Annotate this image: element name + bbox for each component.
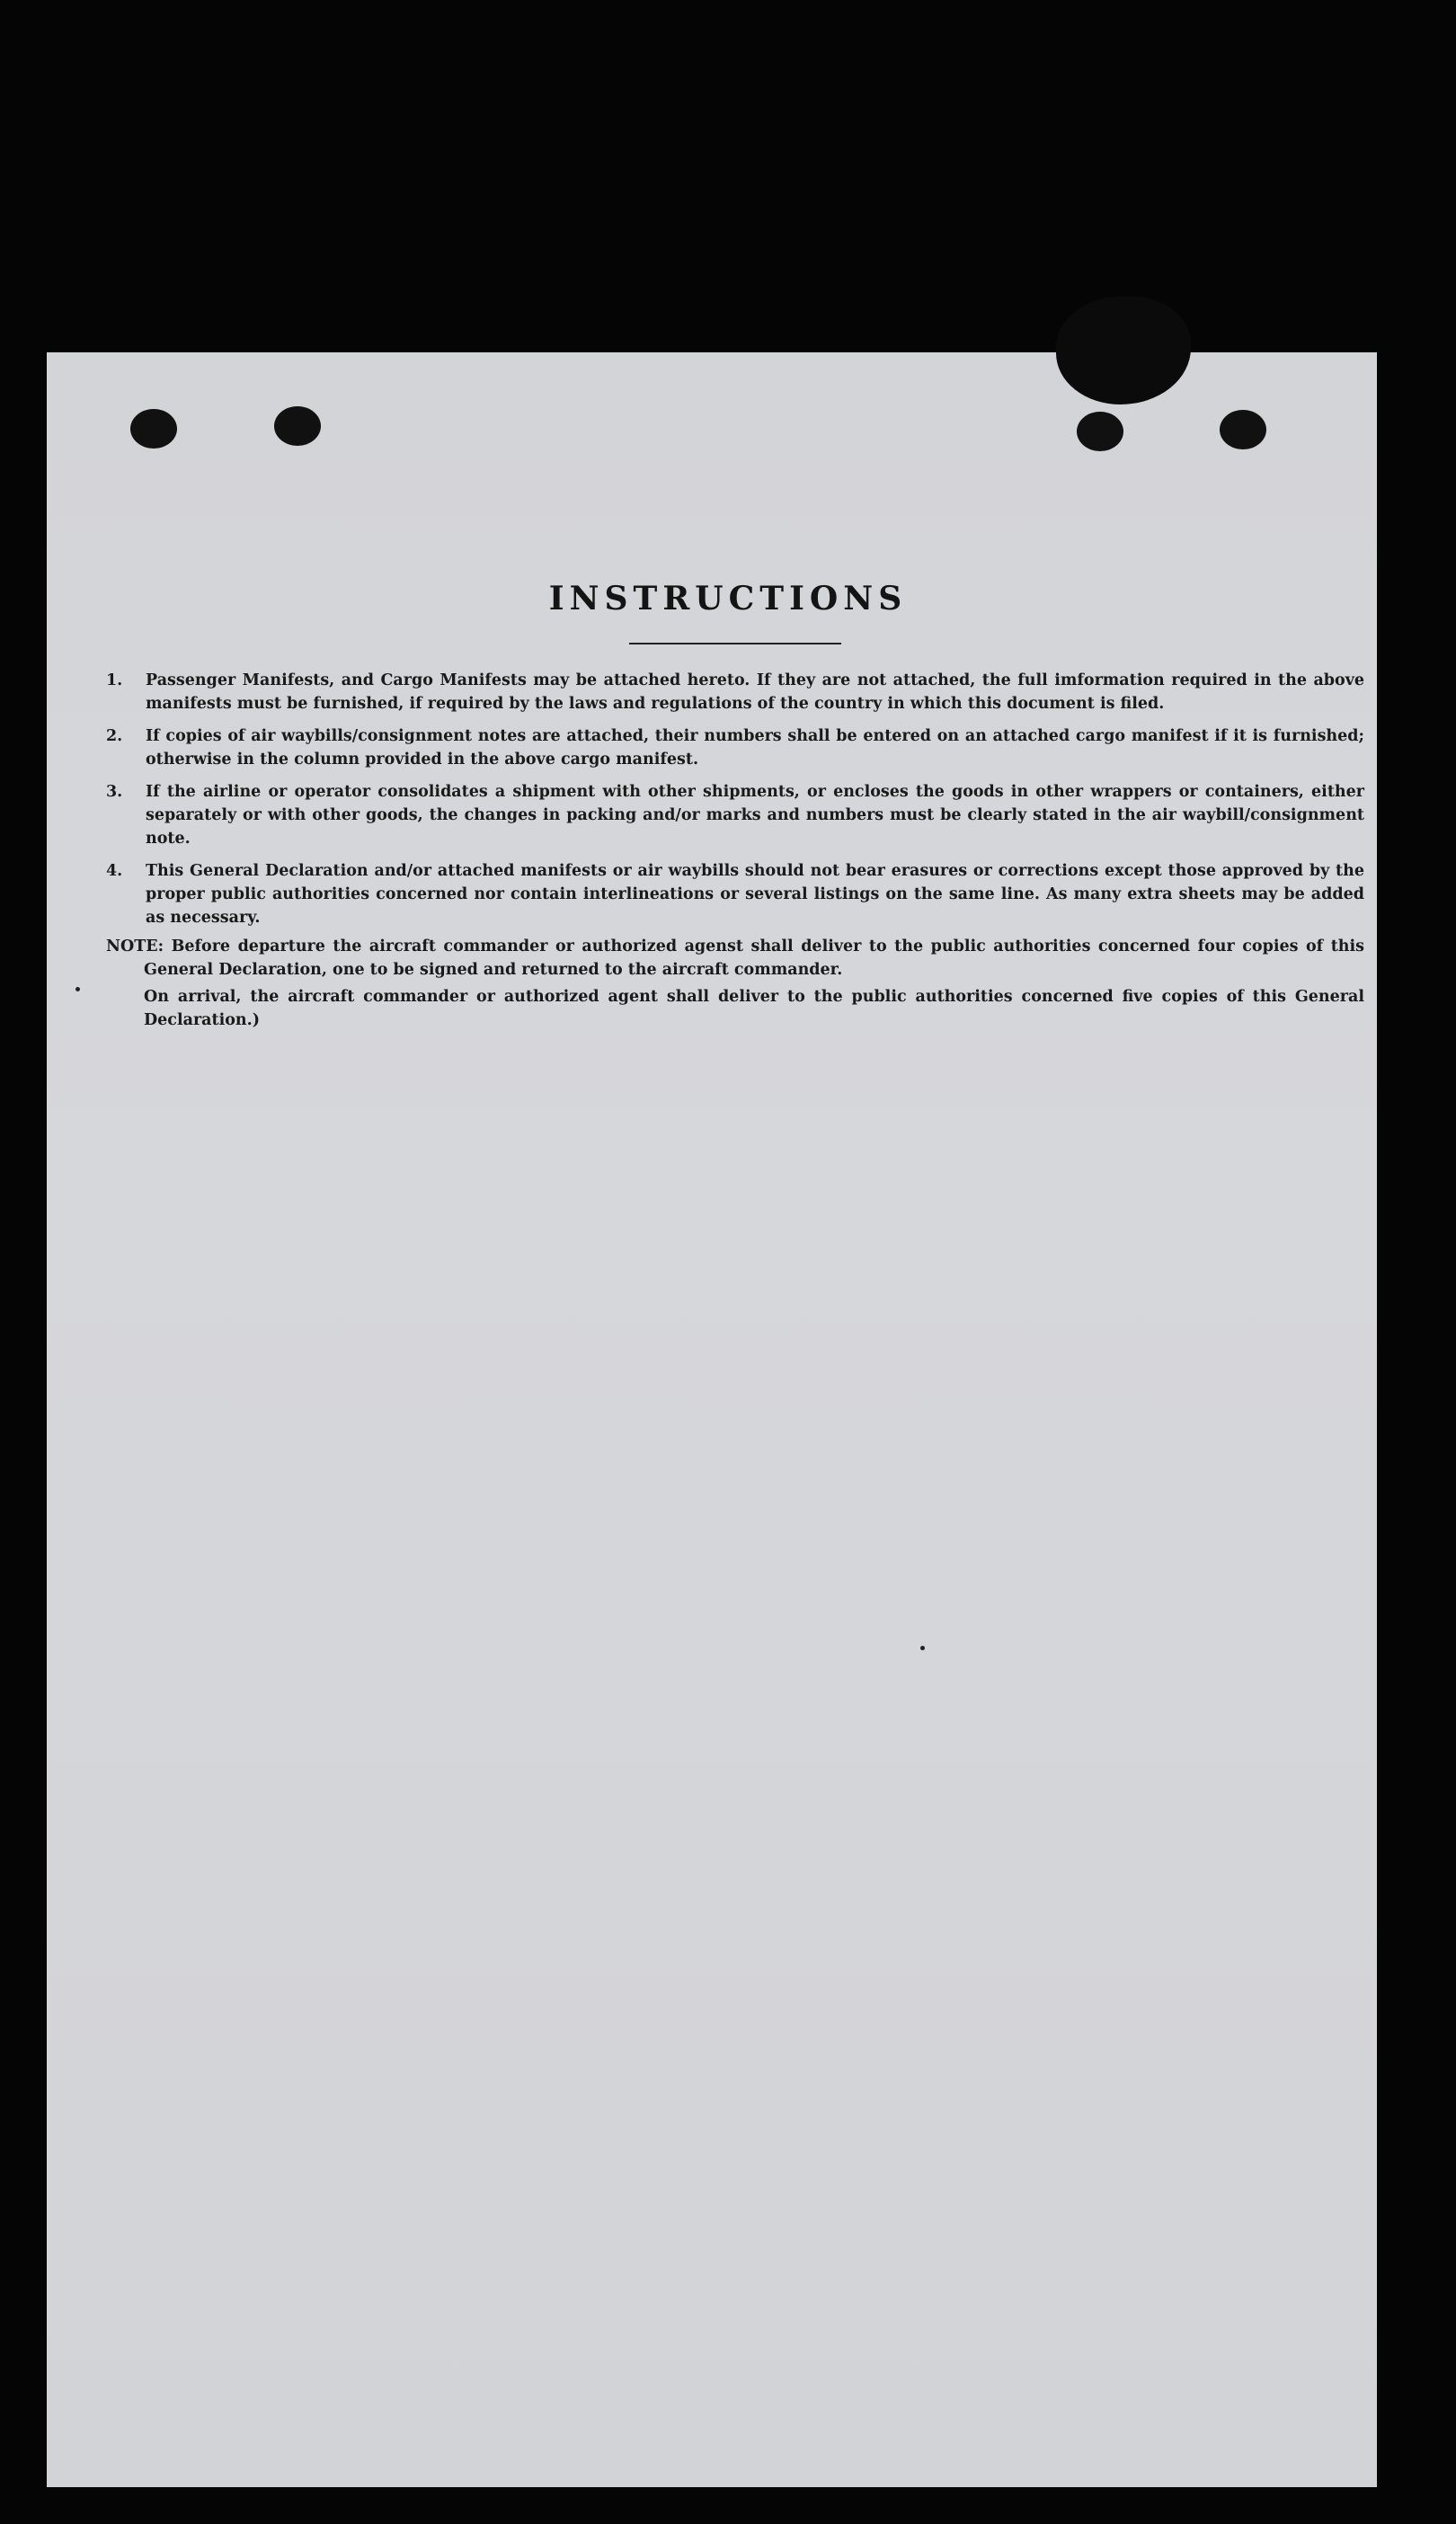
instruction-number: 3. <box>106 783 123 801</box>
instruction-item <box>106 859 1364 929</box>
departure-note: NOTE: Before departure the aircraft commander or authorized agenst shall deliver to the public authorities concerned four copies of this General Declaration, one to be signed and returned to the aircraft commander. <box>106 938 1364 979</box>
instruction-text: If copies of air waybills/consignment notes are attached, their numbers shall be entered on an attached cargo manifest if it is furnished; otherwise in the column provided in the above cargo manifest. <box>146 727 1364 769</box>
instruction-number: 4. <box>106 862 123 880</box>
title-underline <box>629 643 841 644</box>
scan-speck <box>920 1646 925 1650</box>
instruction-item <box>106 724 1364 771</box>
punch-hole <box>1220 410 1266 449</box>
instruction-text: This General Declaration and/or attached manifests or air waybills should not bear erasures or corrections except those approved by the proper public authorities concerned nor contain interlineations or several listings on the same line. As many extra sheets may be added as necessary. <box>146 862 1364 927</box>
punch-hole <box>274 406 321 446</box>
instructions-list <box>106 669 1364 938</box>
page-title: INSTRUCTIONS <box>548 580 908 618</box>
arrival-note: On arrival, the aircraft commander or authorized agent shall deliver to the public authorities concerned five copies of this General Declaration.) <box>144 988 1364 1029</box>
instruction-number: 1. <box>106 671 123 689</box>
note-block <box>106 935 1364 1032</box>
instruction-text: If the airline or operator consolidates a shipment with other shipments, or encloses the goods in other wrappers or containers, either separately or with other goods, the changes in packing and/or marks and numbers must be clearly stated in the air waybill/consignment note. <box>146 783 1364 848</box>
instruction-text: Passenger Manifests, and Cargo Manifests may be attached hereto. If they are not attached, the full imformation required in the above manifests must be furnished, if required by the laws and regulations of the country in which this document is filed. <box>146 671 1364 713</box>
instruction-number: 2. <box>106 727 123 745</box>
punch-hole <box>130 409 177 449</box>
instruction-item <box>106 780 1364 850</box>
instruction-item <box>106 669 1364 715</box>
punch-hole <box>1077 412 1123 451</box>
scan-speck <box>75 987 80 991</box>
